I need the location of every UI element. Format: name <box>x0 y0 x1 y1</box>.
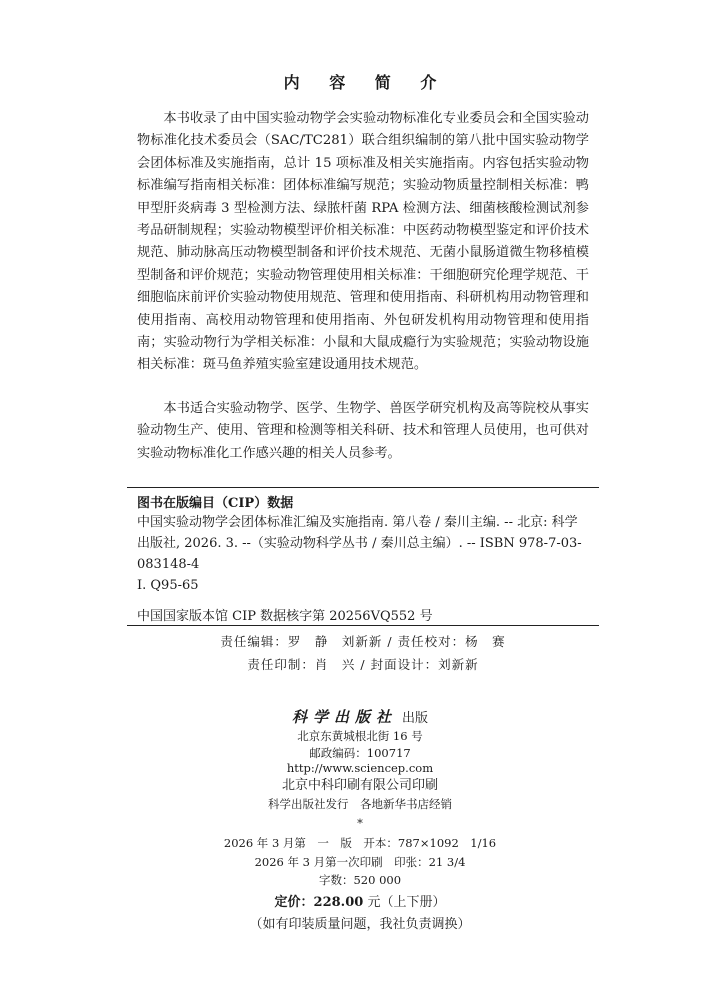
wordcount-line: 字数：520 000 <box>318 873 402 887</box>
quality-notice: （如有印装质量问题，我社负责调换） <box>249 917 471 932</box>
publisher-postcode: 邮政编码：100717 <box>309 746 411 760</box>
publisher-logo: 科学出版社 <box>291 708 397 726</box>
cip-record: 中国实验动物学会团体标准汇编及实施指南. 第八卷 / 秦川主编. -- 北京: 科学出版社, 2026. 3. --（实验动物科学丛书 / 秦川总主编）. -- ISBN 978-7-03-083148-4 <box>137 515 582 572</box>
cip-data-number: 中国国家版本馆 CIP 数据核字第 20256VQ552 号 <box>137 609 433 624</box>
cip-bottom-rule <box>127 625 599 626</box>
cip-top-rule <box>127 487 599 488</box>
publisher-url: http://www.sciencep.com <box>286 761 434 775</box>
intro-paragraph-1: 本书收录了由中国实验动物学会实验动物标准化专业委员会和全国实验动物标准化技术委员会（SAC/TC281）联合组织编制的第八批中国实验动物学会团体标准及实施指南，总计 15 项标准及相关实施指南。内容包括实验动物标准编写指南相关标准：团体标准编写规范；实验动物质量控制相关标准：鸭甲型肝炎病毒 3 型检测方法、绿脓杆菌 RPA 检测方法、细菌核酸检测试剂参考品研制规程；实验动物模型评价相关标准：中医药动物模型鉴定和评价技术规范、肺动脉高压动物模型制备和评价技术规范、无菌小鼠肠道微生物移植模型制备和评价规范；实验动物管理使用相关标准：干细胞研究伦理学规范、干细胞临床前评价实验动物使用规范、管理和使用指南、科研机构用动物管理和使用指南、高校用动物管理和使用指南、外包研发机构用动物管理和使用指南；实验动物行为学相关标准：小鼠和大鼠成瘾行为实验规范；实验动物设施相关标准：斑马鱼养殖实验室建设通用技术规范。 <box>137 111 589 373</box>
edition-line: 2026 年 3 月第 一 版 开本：787×1092 1/16 <box>223 836 497 850</box>
separator-star: * <box>357 816 363 830</box>
credits-editors: 责任编辑：罗 静 刘新新 / 责任校对：杨 赛 <box>220 634 506 649</box>
publisher-address: 北京东黄城根北街 16 号 <box>297 729 423 743</box>
credits-printing: 责任印制：肖 兴 / 封面设计：刘新新 <box>247 657 479 672</box>
cip-classification: Ⅰ. Q95-65 <box>137 578 199 593</box>
intro-paragraph-2: 本书适合实验动物学、医学、生物学、兽医学研究机构及高等院校从事实验动物生产、使用、管理和检测等相关科研、技术和管理人员使用，也可供对实验动物标准化工作感兴趣的相关人员参考。 <box>137 401 589 461</box>
price-line <box>0 891 720 910</box>
distribution-line: 科学出版社发行 各地新华书店经销 <box>268 797 452 811</box>
publisher-suffix: 出版 <box>402 711 429 726</box>
credits-line-1 <box>127 632 599 650</box>
price-suffix: 元（上下册） <box>363 895 446 910</box>
page-title: 内 容 简 介 <box>283 73 449 92</box>
credits-line-2 <box>127 655 599 673</box>
cip-heading: 图书在版编目（CIP）数据 <box>137 496 294 511</box>
price-value: 228.00 <box>313 895 364 910</box>
publisher-line <box>0 706 720 727</box>
printer-line: 北京中科印刷有限公司印刷 <box>281 778 438 793</box>
printing-line: 2026 年 3 月第一次印刷 印张：21 3/4 <box>254 855 466 869</box>
price-label: 定价： <box>274 895 314 910</box>
